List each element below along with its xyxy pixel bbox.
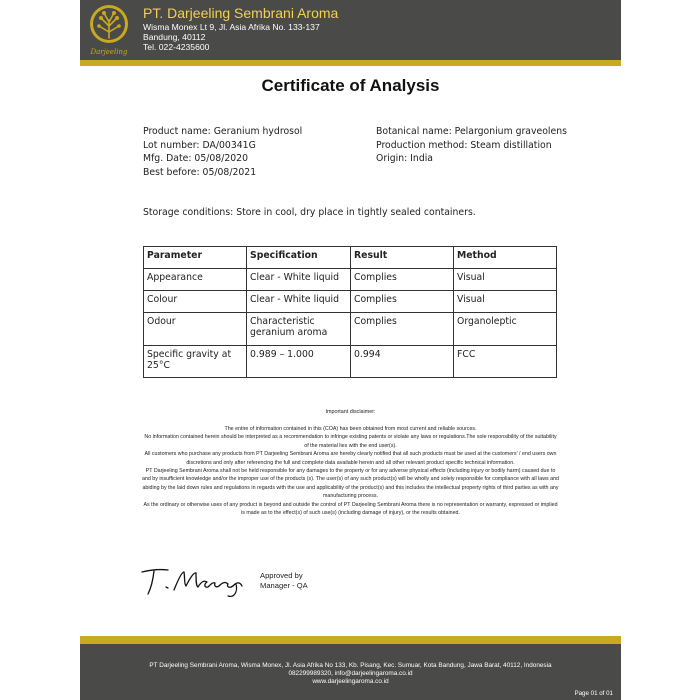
approval-block: [260, 571, 308, 591]
table-cell: 0.989 – 1.000: [247, 346, 351, 378]
table-cell: Colour: [144, 291, 247, 313]
disclaimer-paragraph: All customers who purchase any products from PT Darjeeling Sembrani Aroma are hereby clearly notified that all such products must be used at the customers' / end users own discretions and only after referencing the full and complete data available herein and all other relevant product specific technical information.: [144, 451, 557, 466]
production-method: Production method: Steam distillation: [376, 139, 552, 151]
column-header: Parameter: [144, 247, 247, 269]
table-cell: Odour: [144, 313, 247, 346]
company-name: PT. Darjeeling Sembrani Aroma: [143, 5, 339, 21]
table-cell: Characteristic geranium aroma: [247, 313, 351, 346]
footer-website: www.darjeelingaroma.co.id: [312, 678, 389, 686]
product-info-left: [143, 125, 302, 179]
column-header: Method: [454, 247, 557, 269]
table-row: [144, 313, 557, 346]
table-cell: 0.994: [351, 346, 454, 378]
manager-signature: [138, 560, 248, 600]
table-cell: Specific gravity at 25°C: [144, 346, 247, 378]
footer-address: PT Darjeeling Sembrani Aroma, Wisma Monex, Jl. Asia Afrika No 133, Kb. Pisang, Kec. Sumuar, Kota Bandung, Jawa Barat, 40112, Indonesia: [149, 662, 552, 669]
disclaimer-text: [142, 425, 559, 517]
table-cell: Visual: [454, 291, 557, 313]
header-accent-stripe: [80, 60, 621, 66]
product-info-right: [376, 125, 567, 166]
table-cell: Appearance: [144, 269, 247, 291]
footer: [80, 644, 621, 700]
approver-role: Manager - QA: [260, 581, 308, 590]
storage-conditions: Storage conditions: Store in cool, dry place in tightly sealed containers.: [143, 207, 476, 218]
table-header-row: [144, 247, 557, 269]
footer-phone-email: 082299989320, info@darjeelingaroma.co.id: [288, 670, 413, 678]
disclaimer-paragraph: No information contained herein should be interpreted as a recommendation to infringe existing patents or violate any laws or regulations.The sole responsibility of the suitability of the material lies with the end user(s).: [144, 434, 557, 449]
footer-accent-stripe: [80, 636, 621, 644]
lot-number: Lot number: DA/00341G: [143, 139, 256, 151]
table-cell: Visual: [454, 269, 557, 291]
table-cell: Clear - White liquid: [247, 291, 351, 313]
document-title: Certificate of Analysis: [261, 76, 440, 95]
disclaimer-paragraph: The entire of information contained in this (COA) has been obtained from most current and reliable sources.: [224, 426, 477, 432]
botanical-name: Botanical name: Pelargonium graveolens: [376, 126, 567, 137]
column-header: Specification: [247, 247, 351, 269]
table-cell: FCC: [454, 346, 557, 378]
disclaimer-paragraph: As the ordinary or otherwise uses of any product is beyond and outside the control of PT Darjeeling Sembrani Aroma there is no representation or warranty, expressed or implied is made as to the effect(s) of such use(s) (including damage of injury), or the results obtained.: [143, 501, 558, 517]
column-header: Result: [351, 247, 454, 269]
table-cell: Complies: [351, 313, 454, 346]
table-row: [144, 291, 557, 313]
table-row: [144, 346, 557, 378]
disclaimer-title: Important disclaimer:: [325, 409, 376, 415]
page-number: Page 01 of 01: [574, 690, 613, 697]
table-cell: Clear - White liquid: [247, 269, 351, 291]
address-line-1: Wisma Monex Lt 9, Jl. Asia Afrika No. 133-137: [143, 22, 320, 32]
darjeeling-logo: [86, 2, 132, 58]
approved-by-label: Approved by: [260, 571, 303, 580]
phone-line: Tel. 022-4235600: [143, 42, 210, 52]
address-line-2: Bandung, 40112: [143, 32, 206, 42]
mfg-date: Mfg. Date: 05/08/2020: [143, 153, 248, 165]
certificate-page: [80, 0, 621, 700]
table-cell: Organoleptic: [454, 313, 557, 346]
logo-text: Darjeeling: [90, 48, 128, 56]
best-before: Best before: 05/08/2021: [143, 166, 257, 178]
analysis-table: [143, 246, 557, 378]
letterhead: [80, 0, 621, 60]
disclaimer-paragraph: PT Darjeeling Sembrani Aroma shall not be held responsible for any damages to the property or for any adverse physical effects (including injury or bodily harm) caused due to and by insufficient knowledge and/or the improper use of the products (s). The user(s) of any such product(s) will be wholly and solely responsible for compliance with all laws and abiding by the laid down rules and regulations in regards with the use and applicability of the product(s) and this includes the intellectual property rights of third parties as with any manufacturing process.: [142, 468, 559, 500]
table-row: [144, 269, 557, 291]
product-name: Product name: Geranium hydrosol: [143, 126, 303, 137]
table-cell: Complies: [351, 291, 454, 313]
table-cell: Complies: [351, 269, 454, 291]
origin: Origin: India: [376, 153, 434, 165]
footer-contact: [80, 662, 621, 687]
